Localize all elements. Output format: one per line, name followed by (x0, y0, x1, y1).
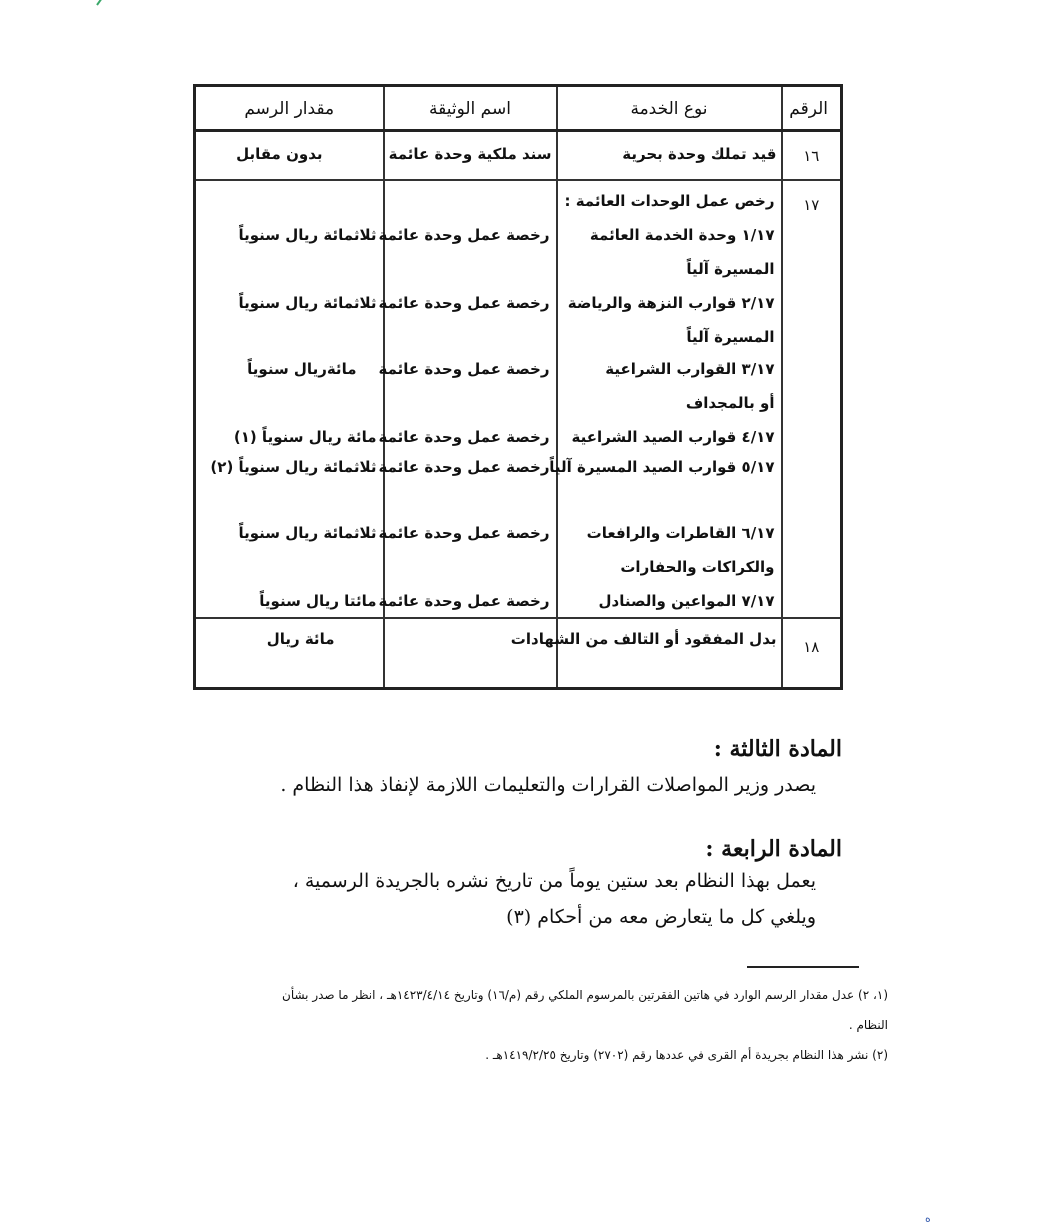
service-line: ٧/١٧ المواعين والصنادل (598, 592, 775, 610)
header-service-type: نوع الخدمة (557, 86, 782, 131)
page-mark: ه (925, 1212, 931, 1225)
fee-line: مائتا ريال سنوياً (259, 592, 377, 610)
service-line: ٦/١٧ القاطرات والرافعات (586, 524, 775, 542)
header-fee-amount: مقدار الرسم (195, 86, 384, 131)
footnote-1-line-2: النظام . (848, 1018, 888, 1032)
header-number: الرقم (782, 86, 842, 131)
fee-cell: بدون مقابل (195, 131, 384, 181)
corner-stroke-mark (96, 0, 108, 6)
fee-cell (195, 180, 384, 618)
service-cell: قيد تملك وحدة بحرية (557, 131, 782, 181)
footnote-separator (747, 966, 859, 968)
service-line: والكراكات والحفارات (620, 558, 775, 576)
service-line: ٤/١٧ قوارب الصيد الشراعية (571, 428, 775, 446)
row-number: ١٧ (782, 180, 842, 618)
article-4-title: المادة الرابعة : (705, 836, 842, 862)
fee-line: مائةريال سنوياً (247, 360, 357, 378)
service-line: ٣/١٧ القوارب الشراعية (605, 360, 775, 378)
service-line: ١/١٧ وحدة الخدمة العائمة (589, 226, 775, 244)
fee-cell: مائة ريال (195, 618, 384, 689)
fee-line: ثلاثمائة ريال سنوياً (٢) (210, 458, 377, 476)
document-line: رخصة عمل وحدة عائمة (378, 524, 550, 542)
document-cell (378, 180, 557, 618)
row-number: ١٨ (782, 618, 842, 689)
fee-line: ثلاثمائة ريال سنوياً (238, 294, 377, 312)
fee-line: مائة ريال سنوياً (١) (233, 428, 377, 446)
fee-line: ثلاثمائة ريال سنوياً (238, 524, 377, 542)
header-document-name: اسم الوثيقة (384, 86, 557, 131)
document-line: رخصة عمل وحدة عائمة (378, 592, 550, 610)
document-cell: سند ملكية وحدة عائمة (384, 131, 557, 181)
service-cell: بدل المفقود أو التالف من الشهادات (557, 618, 782, 689)
service-line: ٥/١٧ قوارب الصيد المسيرة آلياً (549, 458, 775, 476)
footnote-2: (٢) نشر هذا النظام بجريدة أم القرى في عددها رقم (٢٧٠٢) وتاريخ ١٤١٩/٢/٢٥هـ . (485, 1048, 888, 1062)
table-header-row (195, 86, 842, 131)
document-line: رخصة عمل وحدة عائمة (378, 428, 550, 446)
article-4-body-line-1: يعمل بهذا النظام بعد ستين يوماً من تاريخ نشره بالجريدة الرسمية ، (292, 870, 816, 892)
document-line: رخصة عمل وحدة عائمة (378, 458, 550, 476)
service-line: رخص عمل الوحدات العائمة : (564, 192, 775, 210)
document-line: رخصة عمل وحدة عائمة (378, 226, 550, 244)
fees-table (193, 84, 843, 690)
footnote-1-line-1: (١، ٢) عدل مقدار الرسم الوارد في هاتين الفقرتين بالمرسوم الملكي رقم (م/١٦) وتاريخ ١٤٢٣/٤/١٤هـ ، انظر ما صدر بشأن (282, 988, 888, 1002)
row-number: ١٦ (782, 131, 842, 181)
article-3-title: المادة الثالثة : (713, 736, 842, 762)
service-line: المسيرة آلياً (686, 260, 775, 278)
table-row (195, 180, 842, 618)
service-line: ٢/١٧ قوارب النزهة والرياضة (567, 294, 775, 312)
document-line: رخصة عمل وحدة عائمة (378, 360, 550, 378)
service-cell (549, 180, 782, 618)
table-row (195, 618, 842, 689)
service-line: أو بالمجداف (685, 394, 775, 412)
document-line: رخصة عمل وحدة عائمة (378, 294, 550, 312)
service-line: المسيرة آلياً (686, 328, 775, 346)
article-3-body: يصدر وزير المواصلات القرارات والتعليمات اللازمة لإنفاذ هذا النظام . (280, 774, 816, 796)
fee-line: ثلاثمائة ريال سنوياً (238, 226, 377, 244)
article-4-body-line-2: ويلغي كل ما يتعارض معه من أحكام (٣) (506, 906, 816, 928)
table-row (195, 131, 842, 181)
